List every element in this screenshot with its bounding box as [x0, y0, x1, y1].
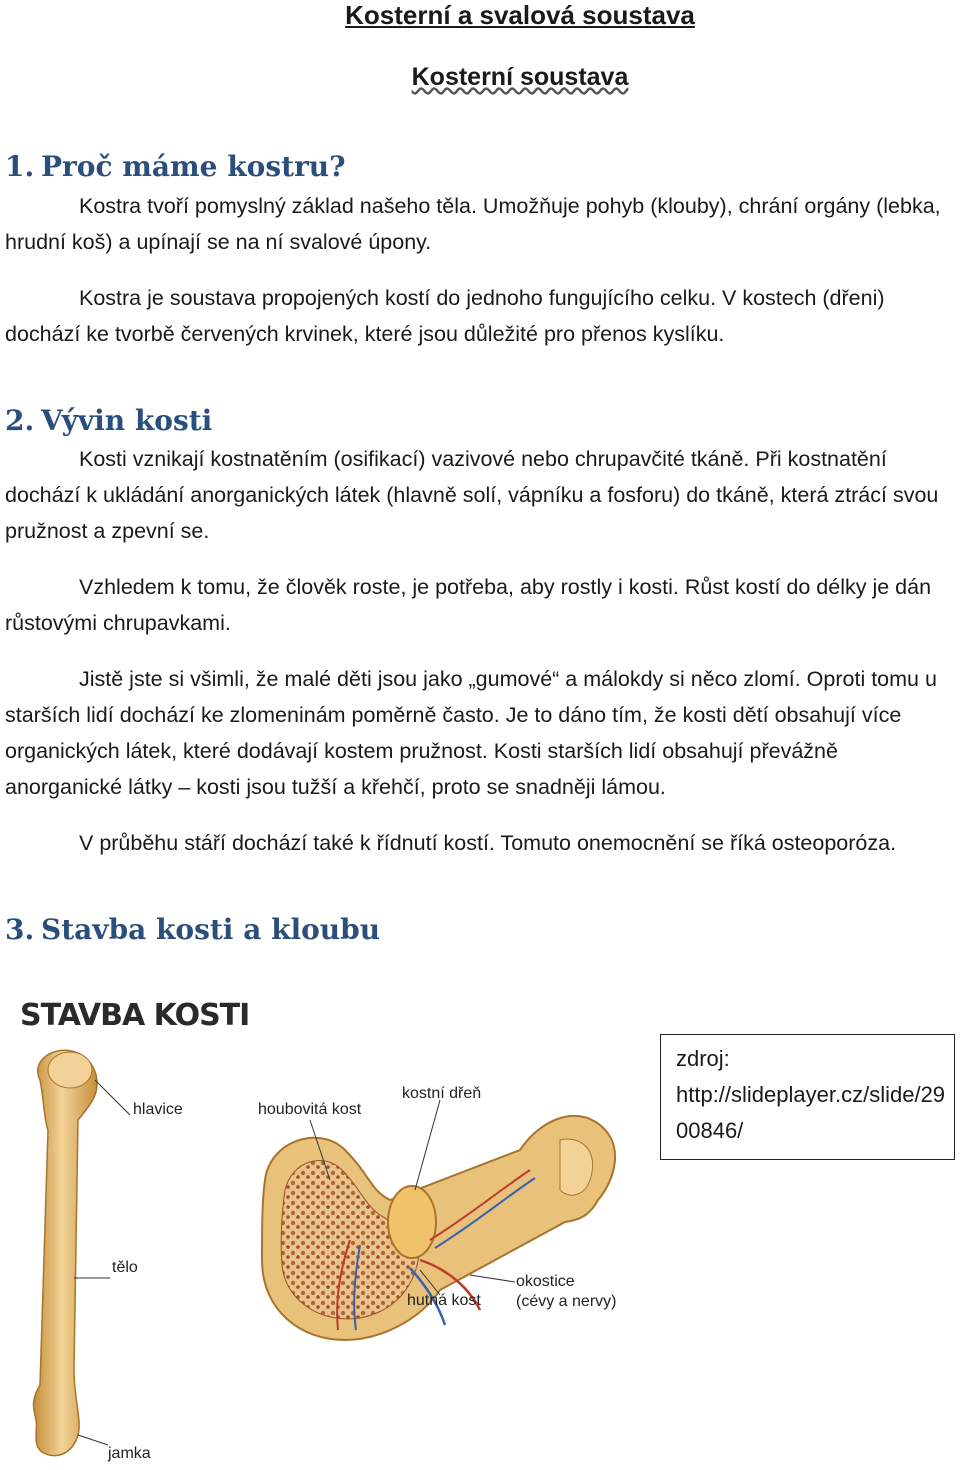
paragraph: V průběhu stáří dochází také k řídnutí kostí. Tomuto onemocnění se říká osteoporóza.	[79, 831, 897, 855]
label-bone-marrow: kostní dřeň	[402, 1085, 482, 1102]
section-number: 1.	[5, 150, 35, 183]
source-url: http://slideplayer.cz/slide/2900846/	[676, 1082, 946, 1143]
source-box	[660, 1034, 955, 1160]
bone-diagram	[0, 1040, 660, 1470]
section-number: 3.	[5, 913, 35, 946]
section-title: Vývin kosti	[41, 404, 213, 437]
diagram-title: STAVBA KOSTI	[20, 998, 250, 1033]
document-subtitle: Kosterní soustava	[411, 63, 629, 91]
section-1-heading	[5, 150, 346, 184]
section-2-heading	[5, 404, 212, 438]
label-compact-bone: hutná kost	[407, 1292, 481, 1309]
paragraph: Vzhledem k tomu, že člověk roste, je potřeba, aby rostly i kosti. Růst kostí do délky je dán růstovými chrupavkami.	[5, 575, 932, 635]
label-head: hlavice	[133, 1101, 183, 1118]
section-title: Proč máme kostru?	[41, 150, 346, 183]
source-label: zdroj:	[676, 1046, 730, 1071]
label-periosteum-sub: (cévy a nervy)	[516, 1293, 617, 1310]
paragraph: Kostra tvoří pomyslný základ našeho těla. Umožňuje pohyb (klouby), chrání orgány (lebka, hrudní koš) a upínají se na ní svalové úpony.	[5, 194, 941, 254]
label-spongy-bone: houbovitá kost	[258, 1101, 362, 1118]
section-title: Stavba kosti a kloubu	[41, 913, 381, 946]
section-number: 2.	[5, 404, 35, 437]
paragraph: Jistě jste si všimli, že malé děti jsou jako „gumové“ a málokdy si něco zlomí. Oproti tomu u starších lidí dochází ke zlomeninám poměrně často. Je to dáno tím, že kosti dětí obsahují více organických látek, které dodávají kostem pružnost. Kosti starších lidí obsahují převážně anorganické látky – kosti jsou tužší a křehčí, proto se snadněji lámou.	[5, 667, 937, 799]
section-3-heading	[5, 913, 380, 947]
document-title: Kosterní a svalová soustava	[345, 0, 695, 30]
paragraph: Kostra je soustava propojených kostí do jednoho fungujícího celku. V kostech (dřeni) dochází ke tvorbě červených krvinek, které jsou důležité pro přenos kyslíku.	[5, 286, 885, 346]
label-periosteum: okostice	[516, 1273, 575, 1290]
femur-illustration	[34, 1050, 98, 1455]
label-pit: jamka	[108, 1445, 151, 1462]
paragraph: Kosti vznikají kostnatěním (osifikací) vazivové nebo chrupavčité tkáně. Při kostnatění dochází k ukládání anorganických látek (hlavně solí, vápníku a fosforu) do tkáně, která ztrácí svou pružnost a zpevní se.	[5, 447, 939, 543]
label-body: tělo	[112, 1259, 138, 1276]
